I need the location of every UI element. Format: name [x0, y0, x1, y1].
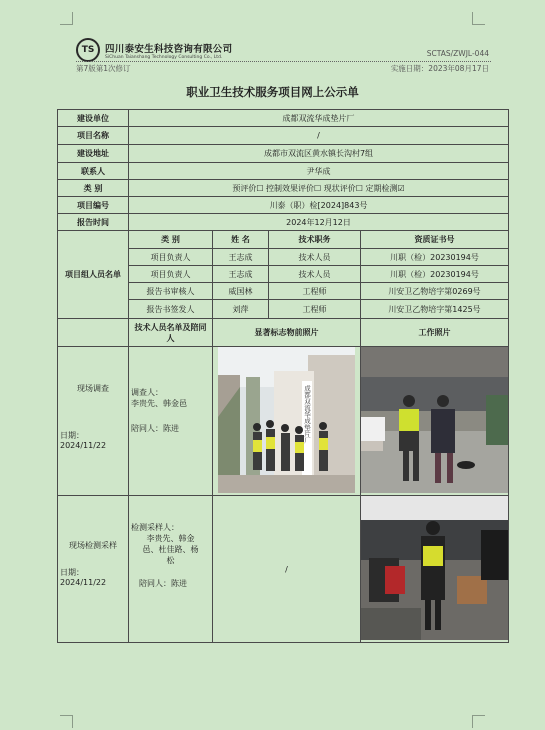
staff-cert: 川职（检）20230194号 — [361, 249, 509, 266]
version-text: 第7版第1次修订 — [76, 64, 131, 73]
doc-id: SCTAS/ZWJL-044 — [426, 49, 489, 58]
work-photo-survey-image — [361, 347, 509, 493]
staff-header-name: 姓 名 — [213, 231, 269, 249]
sign-photo-survey — [213, 347, 361, 496]
staff-role: 项目负责人 — [129, 266, 213, 283]
time-label: 报告时间 — [58, 214, 129, 231]
sampling-staff-cell — [129, 496, 213, 643]
type-option-control: 控制效果评价 — [266, 183, 315, 193]
page-title: 职业卫生技术服务项目网上公示单 — [186, 85, 359, 99]
sign-board-text: 成都双流华成垫片厂 — [303, 385, 311, 444]
staff-role: 报告书签发人 — [129, 300, 213, 319]
project-label: 项目名称 — [58, 127, 129, 145]
work-photo-survey — [361, 347, 509, 496]
unit-value: 成都双流华成垫片厂 — [129, 110, 509, 127]
staff-header-type: 类 别 — [129, 231, 213, 249]
survey-staff-cell — [129, 347, 213, 496]
staff-title: 技术人员 — [269, 266, 361, 283]
site-survey-cell — [58, 347, 129, 496]
site-survey-date: 2024/11/22 — [60, 441, 107, 450]
logo-icon: TS — [76, 38, 100, 62]
work-photo-sampling-image — [361, 496, 509, 640]
address-value: 成都市双流区黄水镇长沟村7组 — [129, 145, 509, 163]
staff-title: 工程师 — [269, 283, 361, 300]
site-sampling-label: 现场检测采样 — [69, 541, 117, 550]
escort-name: 陈进 — [163, 424, 179, 433]
investigators-names: 李贵先、韩金邑 — [131, 399, 187, 408]
site-sampling-date-label: 日期： — [60, 568, 84, 577]
photo-header-list: 技术人员名单及陪同人 — [129, 319, 213, 347]
type-option-periodic: 定期检测 — [365, 183, 398, 193]
staff-header-title: 技术职务 — [269, 231, 361, 249]
site-survey-label: 现场调查 — [77, 384, 109, 393]
time-value: 2024年12月12日 — [129, 214, 509, 231]
escort-label: 陪同人： — [131, 424, 163, 433]
checkbox-checked-icon: ☑ — [397, 183, 405, 193]
sign-photo-survey-image — [218, 347, 355, 493]
corner-mark — [472, 12, 485, 25]
samplers-label: 检测采样人： — [131, 523, 179, 532]
unit-label: 建设单位 — [58, 110, 129, 127]
staff-cert: 川职（检）20230194号 — [361, 266, 509, 283]
staff-group-label: 项目组人员名单 — [58, 231, 129, 319]
samplers-names: 李贵先、韩金邑、杜佳路、杨松 — [142, 534, 199, 565]
investigators-label: 调查人： — [131, 388, 163, 397]
checkbox-empty-icon: ☐ — [355, 183, 363, 193]
staff-cert: 川安卫乙物培字第1425号 — [361, 300, 509, 319]
site-survey-date-label: 日期： — [60, 431, 84, 440]
address-label: 建设地址 — [58, 145, 129, 163]
contact-label: 联系人 — [58, 163, 129, 180]
checkbox-empty-icon: ☐ — [256, 183, 264, 193]
staff-title: 工程师 — [269, 300, 361, 319]
company-name-en: SiChuan Taianshang Technology Consulting Co., Ltd. — [105, 54, 223, 60]
sign-photo-sampling: / — [213, 496, 361, 643]
code-value: 川泰（职）检[2024]843号 — [129, 197, 509, 214]
site-sampling-cell — [58, 496, 129, 643]
checkbox-empty-icon: ☐ — [314, 183, 322, 193]
corner-mark — [60, 715, 73, 728]
staff-role: 报告书审核人 — [129, 283, 213, 300]
escort-label: 陪同人： — [139, 579, 171, 588]
type-option-status: 现状评价 — [323, 183, 356, 193]
staff-role: 项目负责人 — [129, 249, 213, 266]
corner-mark — [60, 12, 73, 25]
publicity-table — [57, 109, 509, 643]
staff-name: 刘萍 — [213, 300, 269, 319]
type-option-pre: 预评价 — [232, 183, 257, 193]
staff-name: 王志成 — [213, 266, 269, 283]
project-value: / — [129, 127, 509, 145]
blank-cell — [58, 319, 129, 347]
work-photo-sampling — [361, 496, 509, 643]
staff-title: 技术人员 — [269, 249, 361, 266]
type-options — [129, 180, 509, 197]
type-label: 类 别 — [58, 180, 129, 197]
staff-header-cert: 资质证书号 — [361, 231, 509, 249]
company-name-cn: 四川泰安生科技咨询有限公司 — [105, 43, 233, 55]
contact-value: 尹华成 — [129, 163, 509, 180]
staff-name: 威国林 — [213, 283, 269, 300]
staff-name: 王志成 — [213, 249, 269, 266]
escort-name: 陈进 — [171, 579, 187, 588]
photo-header-sign: 显著标志物前照片 — [213, 319, 361, 347]
header-divider — [76, 61, 491, 62]
company-logo — [76, 38, 232, 62]
photo-header-work: 工作照片 — [361, 319, 509, 347]
code-label: 项目编号 — [58, 197, 129, 214]
corner-mark — [472, 715, 485, 728]
staff-cert: 川安卫乙物培字第0269号 — [361, 283, 509, 300]
site-sampling-date: 2024/11/22 — [60, 578, 107, 587]
implement-date: 实施日期：2023年08月17日 — [390, 64, 489, 73]
